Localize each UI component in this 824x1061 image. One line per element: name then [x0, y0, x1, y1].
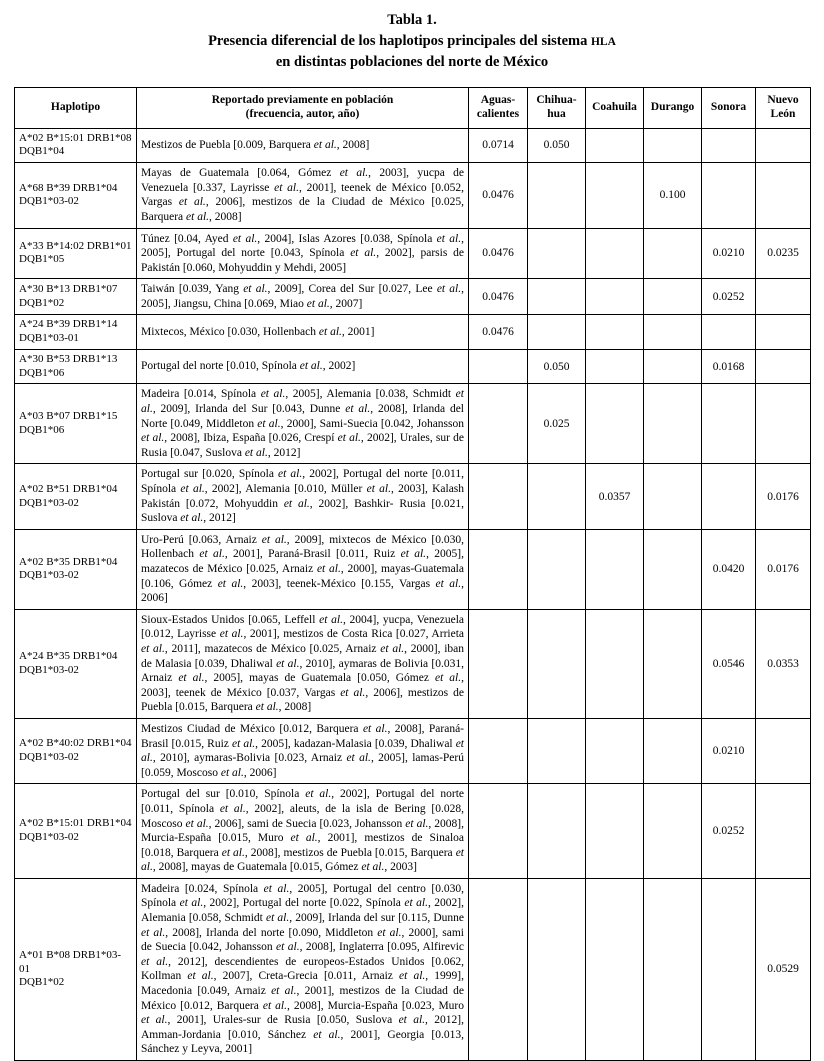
column-header-aguascalientes — [469, 88, 528, 129]
cell-durango — [644, 609, 702, 718]
cell-coahuila — [586, 718, 644, 783]
header-row — [15, 88, 811, 129]
cell-sonora — [702, 384, 756, 464]
column-header-reportado-line2: (frecuencia, autor, año) — [245, 107, 360, 120]
cell-reportado: Uro-Perú [0.063, Arnaiz et al., 2009], mixtecos de México [0.030, Hollenbach et al., 2001], Paraná-Brasil [0.011, Ruiz et al., 2005], mazatecos de México [0.025, Arnaiz et al., 2000], mayas-Guatemala [0.106, Gómez et al., 2003], teenek-México [0.155, Vargas et al., 2006] — [137, 529, 469, 609]
cell-sonora — [702, 878, 756, 1060]
cell-durango — [644, 529, 702, 609]
cell-nuevoleon: 0.0529 — [756, 878, 811, 1060]
cell-coahuila: 0.0357 — [586, 464, 644, 529]
cell-reportado: Madeira [0.014, Spínola et al., 2005], Alemania [0.038, Schmidt et al., 2009], Irlanda del Sur [0.043, Dunne et al., 2008], Irlanda del Norte [0.049, Middleton et al., 2000], Sami-Suecia [0.042, Johansson et al., 2008], Ibiza, España [0.026, Crespí et al., 2002], Urales, sur de Rusia [0.047, Suslova et al., 2012] — [137, 384, 469, 464]
haplotipo-line-2: DQB1*03-02 — [19, 663, 79, 676]
table-row — [15, 529, 811, 609]
cell-coahuila — [586, 128, 644, 163]
table-caption-line-2: en distintas poblaciones del norte de México — [275, 54, 549, 71]
table-caption-text: Presencia diferencial de los haplotipos principales del sistema — [208, 33, 591, 50]
haplotipo-line-1: A*24 B*39 DRB1*14 — [19, 318, 118, 331]
haplotipo-line-1: A*01 B*08 DRB1*03-01 — [19, 948, 122, 975]
cell-chihuahua: 0.050 — [528, 128, 586, 163]
table-row — [15, 315, 811, 350]
cell-coahuila — [586, 163, 644, 228]
cell-coahuila — [586, 609, 644, 718]
cell-aguascalientes: 0.0476 — [469, 228, 528, 279]
haplotipo-line-1: A*02 B*35 DRB1*04 — [19, 555, 118, 568]
cell-coahuila — [586, 784, 644, 879]
haplotipo-line-2: DQB1*03-02 — [19, 195, 79, 208]
table-row — [15, 349, 811, 384]
cell-reportado: Portugal del sur [0.010, Spínola et al., 2002], Portugal del norte [0.011, Spínola et al., 2002], aleuts, de la isla de Bering [0.028, Moscoso et al., 2006], sami de Suecia [0.023, Johansson et al., 2008], Murcia-España [0.015, Muro et al., 2001], mestizos de Sinaloa [0.018, Barquera et al., 2008], mestizos de Puebla [0.015, Barquera et al., 2008], mayas de Guatemala [0.015, Gómez et al., 2003] — [137, 784, 469, 879]
haplotipo-line-1: A*02 B*40:02 DRB1*04 — [19, 737, 132, 750]
cell-chihuahua — [528, 464, 586, 529]
cell-coahuila — [586, 878, 644, 1060]
cell-reportado: Portugal del norte [0.010, Spínola et al., 2002] — [137, 349, 469, 384]
cell-sonora: 0.0420 — [702, 529, 756, 609]
haplotipo-line-2: DQB1*03-01 — [19, 332, 79, 345]
cell-haplotipo — [15, 609, 137, 718]
cell-chihuahua — [528, 163, 586, 228]
column-header-reportado-line1: Reportado previamente en población — [211, 94, 394, 107]
table-row — [15, 228, 811, 279]
cell-aguascalientes — [469, 878, 528, 1060]
haplotipo-line-2: DQB1*03-02 — [19, 831, 79, 844]
cell-durango — [644, 464, 702, 529]
table-row — [15, 718, 811, 783]
cell-nuevoleon — [756, 128, 811, 163]
cell-nuevoleon: 0.0235 — [756, 228, 811, 279]
cell-chihuahua — [528, 279, 586, 315]
cell-nuevoleon — [756, 384, 811, 464]
cell-reportado: Madeira [0.024, Spínola et al., 2005], Portugal del centro [0.030, Spínola et al., 2002], Portugal del norte [0.022, Spínola et al., 2002], Alemania [0.058, Schmidt et al., 2009], Irlanda del sur [0.115, Dunne et al., 2008], Irlanda del norte [0.090, Middleton et al., 2000], sami de Suecia [0.042, Johansson et al., 2008], Inglaterra [0.095, Alfirevic et al., 2012], descendientes de europeos-Estados Unidos [0.062, Kollman et al., 2007], Creta-Grecia [0.011, Arnaiz et al., 1999], Macedonia [0.049, Arnaiz et al., 2001], mestizos de la Ciudad de México [0.012, Barquera et al., 2008], Murcia-España [0.023, Muro et al., 2001], Urales-sur de Rusia [0.050, Suslova et al., 2012], Amman-Jordania [0.010, Sánchez et al., 2001], Georgia [0.013, Sánchez y Leyva, 2001] — [137, 878, 469, 1060]
cell-sonora — [702, 128, 756, 163]
haplotipo-line-1: A*68 B*39 DRB1*04 — [19, 181, 118, 194]
cell-durango — [644, 279, 702, 315]
cell-haplotipo — [15, 279, 137, 315]
haplotipo-line-2: DQB1*04 — [19, 145, 65, 158]
column-header-aguascalientes-line1: Aguas- — [480, 94, 516, 107]
cell-nuevoleon — [756, 315, 811, 350]
table-number: Tabla 1. — [387, 12, 437, 28]
cell-sonora: 0.0210 — [702, 718, 756, 783]
cell-aguascalientes: 0.0476 — [469, 315, 528, 350]
cell-sonora — [702, 464, 756, 529]
cell-nuevoleon — [756, 718, 811, 783]
table-row — [15, 784, 811, 879]
cell-coahuila — [586, 349, 644, 384]
haplotipo-line-1: A*02 B*51 DRB1*04 — [19, 482, 118, 495]
table-header — [15, 88, 811, 129]
cell-coahuila — [586, 529, 644, 609]
column-header-sonora: Sonora — [702, 88, 756, 129]
cell-sonora: 0.0252 — [702, 279, 756, 315]
column-header-durango: Durango — [644, 88, 702, 129]
cell-aguascalientes: 0.0476 — [469, 279, 528, 315]
cell-coahuila — [586, 384, 644, 464]
cell-nuevoleon — [756, 784, 811, 879]
column-header-chihuahua — [528, 88, 586, 129]
cell-haplotipo — [15, 228, 137, 279]
haplotipo-line-2: DQB1*03-02 — [19, 751, 79, 764]
cell-chihuahua — [528, 609, 586, 718]
cell-sonora: 0.0252 — [702, 784, 756, 879]
column-header-aguascalientes-line2: calientes — [476, 107, 520, 120]
cell-chihuahua — [528, 784, 586, 879]
cell-aguascalientes — [469, 609, 528, 718]
cell-durango — [644, 718, 702, 783]
cell-nuevoleon — [756, 349, 811, 384]
cell-aguascalientes — [469, 784, 528, 879]
cell-reportado: Mixtecos, México [0.030, Hollenbach et al., 2001] — [137, 315, 469, 350]
cell-durango: 0.100 — [644, 163, 702, 228]
table-row — [15, 163, 811, 228]
table-row — [15, 279, 811, 315]
cell-durango — [644, 878, 702, 1060]
cell-haplotipo — [15, 163, 137, 228]
cell-durango — [644, 315, 702, 350]
table-row — [15, 464, 811, 529]
haplotipo-line-1: A*30 B*13 DRB1*07 — [19, 283, 118, 296]
table-title-block — [14, 10, 810, 73]
cell-chihuahua — [528, 529, 586, 609]
haplotipo-line-1: A*33 B*14:02 DRB1*01 — [19, 239, 132, 252]
cell-reportado: Mestizos de Puebla [0.009, Barquera et al., 2008] — [137, 128, 469, 163]
column-header-chihuahua-line1: Chihua- — [536, 94, 577, 107]
cell-chihuahua — [528, 718, 586, 783]
cell-aguascalientes — [469, 349, 528, 384]
haplotipo-line-2: DQB1*02 — [19, 296, 65, 309]
cell-haplotipo — [15, 718, 137, 783]
haplotipo-line-1: A*30 B*53 DRB1*13 — [19, 352, 118, 365]
haplotipo-line-2: DQB1*03-02 — [19, 496, 79, 509]
cell-reportado: Túnez [0.04, Ayed et al., 2004], Islas Azores [0.038, Spínola et al., 2005], Portugal del norte [0.043, Spínola et al., 2002], parsis de Pakistán [0.060, Mohyuddin y Mehdi, 2005] — [137, 228, 469, 279]
cell-haplotipo — [15, 349, 137, 384]
haplotipo-line-1: A*02 B*15:01 DRB1*04 — [19, 817, 132, 830]
haplotipo-line-2: DQB1*03-02 — [19, 569, 79, 582]
cell-aguascalientes — [469, 464, 528, 529]
cell-sonora: 0.0210 — [702, 228, 756, 279]
haplotipo-line-2: DQB1*06 — [19, 366, 65, 379]
haplotipo-line-2: DQB1*02 — [19, 976, 65, 989]
cell-reportado: Sioux-Estados Unidos [0.065, Leffell et al., 2004], yucpa, Venezuela [0.012, Layrisse et al., 2001], mestizos de Costa Rica [0.027, Arrieta et al., 2011], mazatecos de México [0.025, Arnaiz et al., 2000], iban de Malasia [0.039, Dhaliwal et al., 2010], aymaras de Bolivia [0.031, Arnaiz et al., 2005], mayas de Guatemala [0.050, Gómez et al., 2003], teenek de México [0.037, Vargas et al., 2006], mestizos de Puebla [0.015, Barquera et al., 2008] — [137, 609, 469, 718]
cell-coahuila — [586, 279, 644, 315]
cell-sonora: 0.0168 — [702, 349, 756, 384]
cell-haplotipo — [15, 315, 137, 350]
column-header-chihuahua-line2: hua — [547, 107, 566, 120]
cell-chihuahua — [528, 315, 586, 350]
column-header-haplotipo: Haplotipo — [15, 88, 137, 129]
table-caption-line-1 — [14, 31, 810, 52]
cell-haplotipo — [15, 529, 137, 609]
cell-reportado: Mestizos Ciudad de México [0.012, Barquera et al., 2008], Paraná-Brasil [0.015, Ruiz et al., 2005], kadazan-Malasia [0.039, Dhaliwal et al., 2010], aymaras-Bolivia [0.023, Arnaiz et al., 2005], lamas-Perú [0.059, Moscoso et al., 2006] — [137, 718, 469, 783]
cell-durango — [644, 228, 702, 279]
table-row — [15, 609, 811, 718]
table-row — [15, 384, 811, 464]
cell-haplotipo — [15, 784, 137, 879]
cell-durango — [644, 349, 702, 384]
cell-haplotipo — [15, 464, 137, 529]
haplotipo-line-1: A*24 B*35 DRB1*04 — [19, 650, 118, 663]
haplotipo-line-2: DQB1*05 — [19, 253, 65, 266]
hla-smallcaps: HLA — [590, 36, 616, 49]
cell-haplotipo — [15, 384, 137, 464]
cell-coahuila — [586, 228, 644, 279]
column-header-coahuila: Coahuila — [586, 88, 644, 129]
cell-aguascalientes — [469, 718, 528, 783]
haplotipo-line-1: A*03 B*07 DRB1*15 — [19, 410, 118, 423]
cell-coahuila — [586, 315, 644, 350]
cell-nuevoleon: 0.0176 — [756, 464, 811, 529]
cell-reportado: Portugal sur [0.020, Spínola et al., 2002], Portugal del norte [0.011, Spínola et al., 2002], Alemania [0.010, Müller et al., 2003], Kalash Pakistán [0.072, Mohyuddin et al., 2002], Bashkir- Rusia [0.021, Suslova et al., 2012] — [137, 464, 469, 529]
haplotipo-line-1: A*02 B*15:01 DRB1*08 — [19, 131, 132, 144]
cell-nuevoleon — [756, 279, 811, 315]
cell-sonora — [702, 163, 756, 228]
cell-aguascalientes — [469, 529, 528, 609]
cell-chihuahua: 0.050 — [528, 349, 586, 384]
table-body — [15, 128, 811, 1060]
cell-haplotipo — [15, 878, 137, 1060]
cell-reportado: Taiwán [0.039, Yang et al., 2009], Corea del Sur [0.027, Lee et al., 2005], Jiangsu, China [0.069, Miao et al., 2007] — [137, 279, 469, 315]
table-row — [15, 128, 811, 163]
table-row — [15, 878, 811, 1060]
haplotipo-line-2: DQB1*06 — [19, 423, 65, 436]
cell-chihuahua — [528, 228, 586, 279]
cell-chihuahua: 0.025 — [528, 384, 586, 464]
column-header-reportado — [137, 88, 469, 129]
cell-haplotipo — [15, 128, 137, 163]
cell-reportado: Mayas de Guatemala [0.064, Gómez et al., 2003], yucpa de Venezuela [0.337, Layrisse et al., 2001], teenek de México [0.052, Vargas et al., 2006], mestizos de la Ciudad de México [0.025, Barquera et al., 2008] — [137, 163, 469, 228]
cell-aguascalientes — [469, 384, 528, 464]
column-header-nuevoleon — [756, 88, 811, 129]
cell-nuevoleon: 0.0176 — [756, 529, 811, 609]
cell-nuevoleon — [756, 163, 811, 228]
cell-durango — [644, 384, 702, 464]
cell-nuevoleon: 0.0353 — [756, 609, 811, 718]
column-header-nuevoleon-line2: León — [770, 107, 796, 120]
cell-chihuahua — [528, 878, 586, 1060]
cell-aguascalientes: 0.0714 — [469, 128, 528, 163]
cell-aguascalientes: 0.0476 — [469, 163, 528, 228]
cell-durango — [644, 128, 702, 163]
column-header-nuevoleon-line1: Nuevo — [767, 94, 799, 107]
cell-durango — [644, 784, 702, 879]
cell-sonora — [702, 315, 756, 350]
cell-sonora: 0.0546 — [702, 609, 756, 718]
haplotype-table — [14, 87, 811, 1061]
